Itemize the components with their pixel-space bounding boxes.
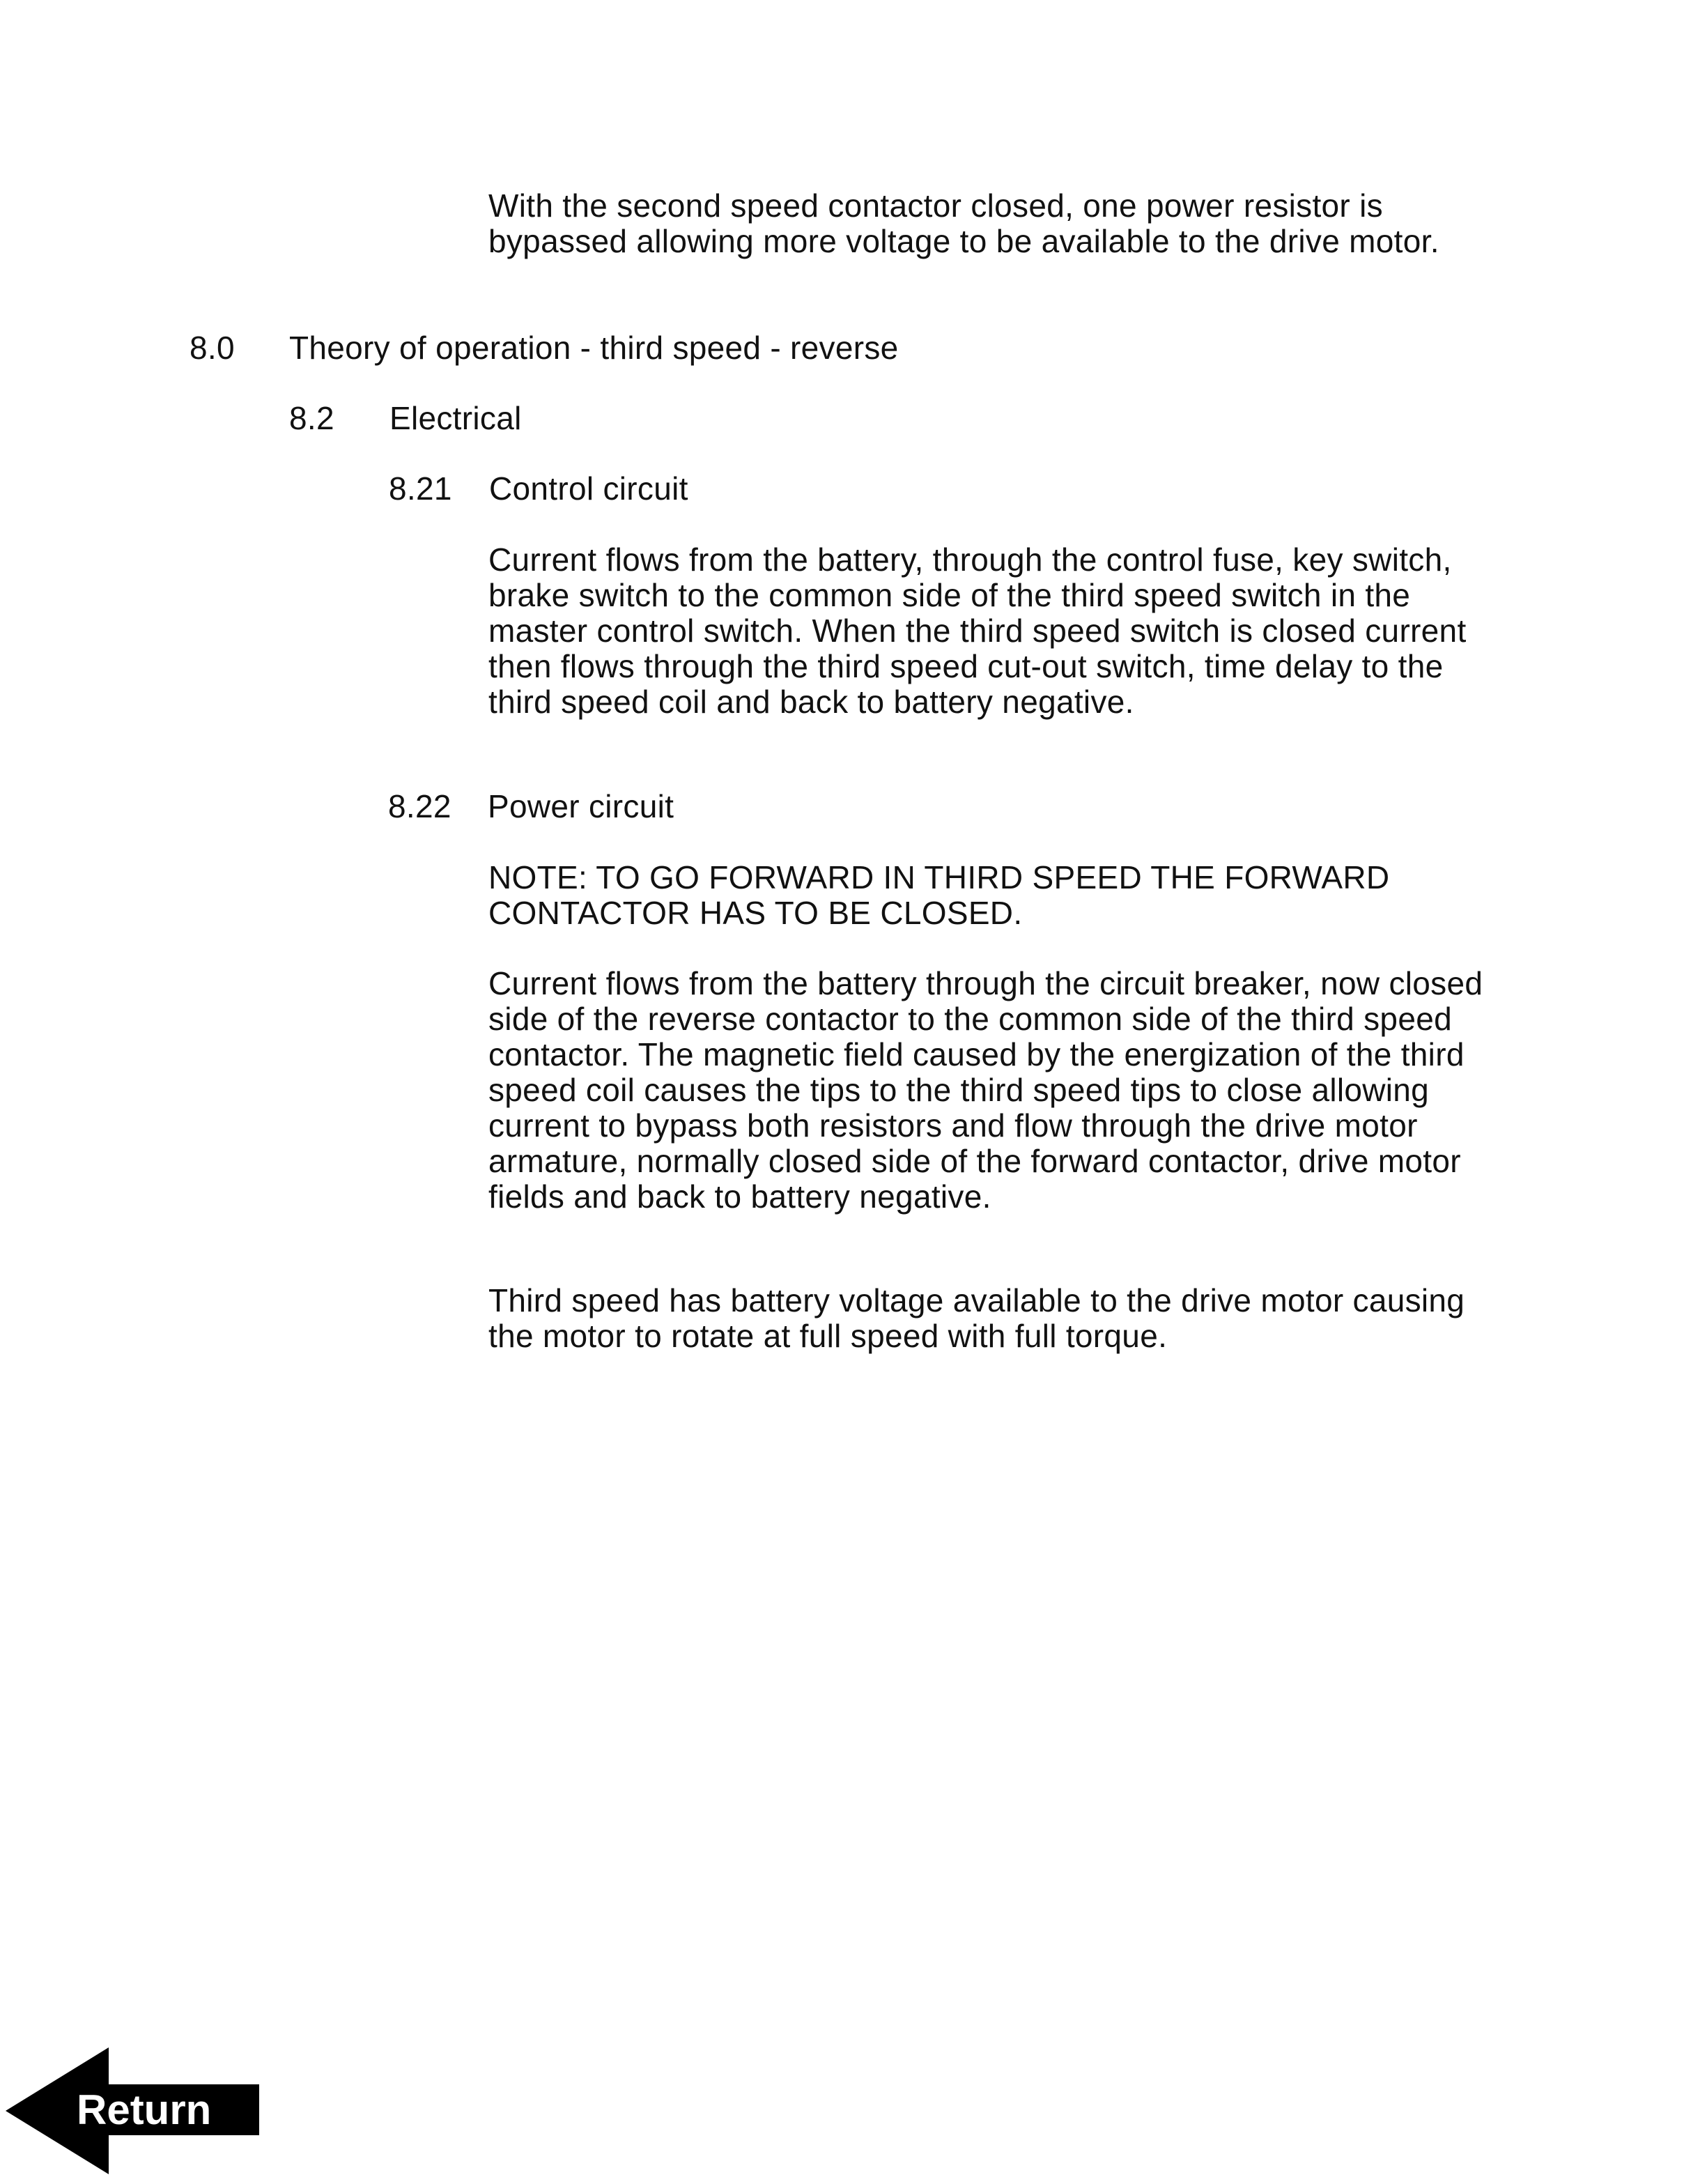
power-circuit-title: Power circuit	[488, 788, 674, 824]
intro-paragraph: With the second speed contactor closed, one power resistor is bypassed allowing more voltage to be available to the drive motor.	[488, 187, 1439, 259]
section-title: Theory of operation - third speed - reverse	[289, 330, 899, 366]
subsection-number: 8.2	[289, 400, 334, 436]
power-circuit-note: NOTE: TO GO FORWARD IN THIRD SPEED THE FORWARD CONTACTOR HAS TO BE CLOSED.	[488, 859, 1390, 931]
control-circuit-number: 8.21	[389, 470, 452, 507]
return-label: Return	[77, 2086, 212, 2133]
power-circuit-summary: Third speed has battery voltage available to the drive motor causing the motor to rotate at full speed with full torque.	[488, 1282, 1465, 1354]
subsection-title: Electrical	[389, 400, 522, 436]
power-circuit-body: Current flows from the battery through the circuit breaker, now closed side of the reverse contactor to the common side of the third speed contactor. The magnetic field caused by the energization of the third speed coil causes the tips to the third speed tips to close allowing current to bypass both resistors and flow through the drive motor armature, normally closed side of the forward contactor, drive motor fields and back to battery negative.	[488, 965, 1483, 1215]
control-circuit-body: Current flows from the battery, through the control fuse, key switch, brake switch to the common side of the third speed switch in the master control switch. When the third speed switch is closed current then flows through the third speed cut-out switch, time delay to the third speed coil and back to battery negative.	[488, 541, 1467, 720]
section-number: 8.0	[190, 330, 235, 366]
control-circuit-title: Control circuit	[489, 470, 688, 507]
return-button[interactable]	[6, 2047, 262, 2174]
power-circuit-number: 8.22	[388, 788, 451, 824]
